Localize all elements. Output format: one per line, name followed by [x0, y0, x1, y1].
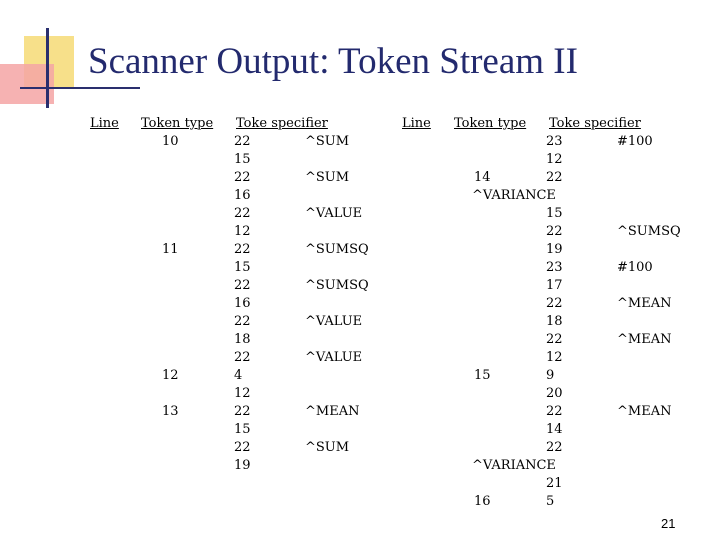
token-type-cell: 17 [546, 278, 563, 293]
specifier-cell: ^VALUE [305, 350, 363, 365]
token-type-cell: 15 [234, 152, 251, 167]
token-type-cell: 22 [234, 134, 251, 149]
token-type-cell: 22 [546, 440, 563, 455]
specifier-cell: ^MEAN [617, 332, 672, 347]
line-value: 15 [474, 368, 491, 383]
token-type-cell: 12 [234, 224, 251, 239]
token-type-cell: 22 [234, 440, 251, 455]
specifier-cell: ^VALUE [305, 314, 363, 329]
token-type-cell: 12 [234, 386, 251, 401]
token-type-cell: 23 [546, 260, 563, 275]
token-type-cell: 22 [546, 404, 563, 419]
token-type-cell: 22 [234, 404, 251, 419]
token-type-cell: 19 [234, 458, 251, 473]
header-line-right: Line [402, 116, 431, 131]
token-type-cell: 15 [234, 422, 251, 437]
token-type-cell: 18 [234, 332, 251, 347]
token-type-cell: 22 [546, 296, 563, 311]
line-value: 10 [162, 134, 179, 149]
decor-horizontal-line [20, 87, 140, 89]
header-token-specifier-left: Toke specifier [236, 116, 328, 131]
header-token-type-left: Token type [141, 116, 214, 131]
token-type-cell: 22 [234, 350, 251, 365]
token-type-cell: 19 [546, 242, 563, 257]
token-type-cell: 22 [546, 224, 563, 239]
specifier-cell: ^SUM [305, 170, 350, 185]
specifier-cell: ^SUMSQ [617, 224, 681, 239]
token-type-cell: 5 [546, 494, 555, 509]
specifier-cell: ^SUMSQ [305, 278, 369, 293]
token-type-cell: ^VARIANCE [472, 458, 556, 473]
header-line-left: Line [90, 116, 119, 131]
token-type-cell: 22 [234, 278, 251, 293]
slide-title: Scanner Output: Token Stream II [88, 41, 578, 82]
token-type-cell: 16 [234, 296, 251, 311]
token-type-cell: 12 [546, 350, 563, 365]
token-type-cell: 4 [234, 368, 243, 383]
line-value: 11 [162, 242, 179, 257]
token-type-cell: ^VARIANCE [472, 188, 556, 203]
token-type-cell: 22 [234, 170, 251, 185]
specifier-cell: #100 [617, 134, 653, 149]
specifier-cell: #100 [617, 260, 653, 275]
specifier-cell: ^MEAN [617, 296, 672, 311]
token-type-cell: 15 [546, 206, 563, 221]
specifier-cell: ^VALUE [305, 206, 363, 221]
token-type-cell: 22 [546, 170, 563, 185]
token-type-cell: 9 [546, 368, 555, 383]
line-value: 14 [474, 170, 491, 185]
token-type-cell: 15 [234, 260, 251, 275]
specifier-cell: ^SUM [305, 134, 350, 149]
token-type-cell: 21 [546, 476, 563, 491]
token-type-cell: 22 [546, 332, 563, 347]
header-token-specifier-right: Toke specifier [549, 116, 641, 131]
specifier-cell: ^MEAN [617, 404, 672, 419]
token-type-cell: 20 [546, 386, 563, 401]
specifier-cell: ^MEAN [305, 404, 360, 419]
line-value: 12 [162, 368, 179, 383]
specifier-cell: ^SUMSQ [305, 242, 369, 257]
header-token-type-right: Token type [454, 116, 527, 131]
token-type-cell: 16 [234, 188, 251, 203]
line-value: 13 [162, 404, 179, 419]
token-type-cell: 22 [234, 314, 251, 329]
decor-vertical-line [46, 28, 49, 108]
line-value: 16 [474, 494, 491, 509]
specifier-cell: ^SUM [305, 440, 350, 455]
token-type-cell: 22 [234, 206, 251, 221]
token-type-cell: 18 [546, 314, 563, 329]
page-number: 21 [661, 516, 676, 531]
token-type-cell: 22 [234, 242, 251, 257]
token-type-cell: 12 [546, 152, 563, 167]
token-type-cell: 23 [546, 134, 563, 149]
token-type-cell: 14 [546, 422, 563, 437]
